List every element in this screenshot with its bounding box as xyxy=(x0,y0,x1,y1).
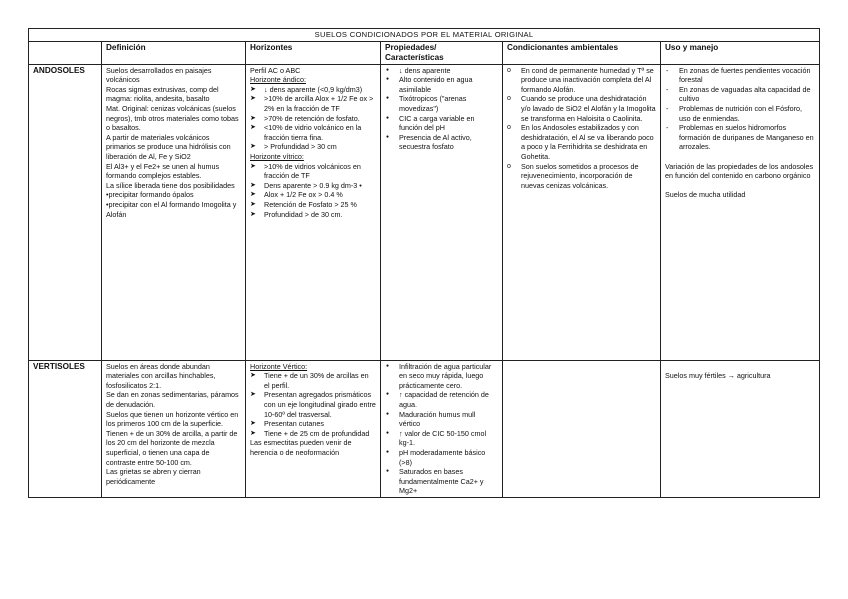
definicion-line: Suelos que tienen un horizonte vértico en los primeros 100 cm de la superficie. Tienen + de un 30% de arcilla, a partir de los 20 cm del horizonte de mezcla superficial, o tienen una capa de contraste entre 50-100 cm. xyxy=(106,409,239,467)
andosoles-propiedades xyxy=(381,64,503,360)
vertisoles-uso xyxy=(661,360,820,497)
list-item: ➤ Profundidad > de 30 cm. xyxy=(250,210,376,220)
list-item: - En zonas de fuertes pendientes vocación forestal xyxy=(665,66,815,85)
uso-variacion-text: Variación de las propiedades de los andosoles en función del contenido en carbono orgánico xyxy=(665,161,814,181)
uso-utilidad-text: Suelos de mucha utilidad xyxy=(665,190,746,200)
definicion-line: Suelos en áreas donde abundan materiales con arcillas hinchables, fosfosilicatos 2:1. xyxy=(106,361,216,390)
andico-list xyxy=(250,85,376,152)
soil-table xyxy=(28,28,820,498)
list-item: ● Maduración humus mull vértico xyxy=(385,410,498,429)
table-row-vertisoles xyxy=(29,360,820,497)
list-item: o En cond de permanente humedad y Tª se produce una inactivación completa del Al formando Alofán. xyxy=(507,66,656,95)
definicion-line: Se dan en zonas sedimentarias, páramos de denudación. xyxy=(106,390,239,409)
list-item: ➤ Presentan agregados prismáticos con un eje longitudinal girado entre 10-60º del trasversal. xyxy=(250,390,376,419)
list-item: ➤ Presentan cutanes xyxy=(250,419,376,429)
list-item: ● Tixótropicos ("arenas movedizas") xyxy=(385,94,498,113)
list-item: ➤ ↓ dens aparente (<0,9 kg/dm3) xyxy=(250,85,376,95)
list-item: - Problemas en suelos hidromorfos formación de duripanes de Manganeso en arrozales. xyxy=(665,123,815,152)
header-condicionantes: Condicionantes ambientales xyxy=(503,41,661,64)
perfil-text: Perfil AC o ABC xyxy=(250,65,301,75)
list-item: ➤ >10% de vidrios volcánicos en fracción de TF xyxy=(250,162,376,181)
list-item: ● ↓ dens aparente xyxy=(385,66,498,76)
definicion-line: El Al3+ y el Fe2+ se unen al humus formando complejos estables. xyxy=(106,161,220,181)
list-item: ● ↑ valor de CIC 50-150 cmol kg-1. xyxy=(385,429,498,448)
table-title: SUELOS CONDICIONADOS POR EL MATERIAL ORIGINAL xyxy=(29,29,820,42)
vertisoles-horizontes xyxy=(246,360,381,497)
uso-text: Suelos muy fértiles → agricultura xyxy=(665,371,771,381)
list-item: ➤ >70% de retención de fosfato. xyxy=(250,114,376,124)
andosoles-definicion xyxy=(102,64,246,360)
list-item: o Cuando se produce una deshidratación y/o lavado de SiO2 el Alofán y la Imogolita se transforma en Haloisita o Caolinita. xyxy=(507,94,656,123)
list-item: ● pH moderadamente básico (>8) xyxy=(385,448,498,467)
list-item: o En los Andosoles estabilizados y con deshidratación, el Al se va liberando poco a poco y la Ferrihidrita se deshidrata en Gohetita. xyxy=(507,123,656,161)
definicion-line: Suelos desarrollados en paisajes volcánicos xyxy=(106,65,212,85)
definicion-line: Rocas sigmas extrusivas, comp del magma: riolita, andesita, basalto xyxy=(106,84,219,104)
header-uso: Uso y manejo xyxy=(661,41,820,64)
list-item: - En zonas de vaguadas alta capacidad de cultivo xyxy=(665,85,815,104)
header-row xyxy=(29,41,820,64)
document-page xyxy=(28,28,819,498)
list-item: ● Alto contenido en agua asimilable xyxy=(385,75,498,94)
row-label-vertisoles: VERTISOLES xyxy=(29,360,102,497)
vitrico-list xyxy=(250,162,376,220)
list-item: o Son suelos sometidos a procesos de rejuvenecimiento, incorporación de nuevas cenizas volcánicas. xyxy=(507,162,656,191)
propiedades-list xyxy=(385,362,498,496)
header-horizontes: Horizontes xyxy=(246,41,381,64)
definicion-line: A partir de materiales volcánicos primarios se produce una hidrólisis con liberación de Al, Fe y SiO2 xyxy=(106,132,231,161)
esmectitas-text: Las esmectitas pueden venir de herencia o de neoformación xyxy=(250,438,352,457)
horizonte-vitrico-title: Horizonte vítrico: xyxy=(250,151,304,161)
vertisoles-condicionantes xyxy=(503,360,661,497)
list-item: ● Saturados en bases fundamentalmente Ca2+ y Mg2+ xyxy=(385,467,498,496)
list-item: ● Infiltración de agua particular en seco muy rápida, luego prácticamente cero. xyxy=(385,362,498,391)
andosoles-uso xyxy=(661,64,820,360)
list-item: - Problemas de nutrición con el Fósforo, uso de enmiendas. xyxy=(665,104,815,123)
definicion-line: Las grietas se abren y cierran periódicamente xyxy=(106,467,201,486)
table-row-andosoles xyxy=(29,64,820,360)
list-item: ➤ >10% de arcilla Alox + 1/2 Fe ox > 2% en la fracción de TF xyxy=(250,94,376,113)
list-item: ➤ Retención de Fosfato > 25 % xyxy=(250,200,376,210)
vertisoles-propiedades xyxy=(381,360,503,497)
list-item: ➤ Dens aparente > 0.9 kg dm-3 • xyxy=(250,181,376,191)
vertico-list xyxy=(250,371,376,438)
list-item: ➤ <10% de vidrio volcánico en la fracción tierra fina. xyxy=(250,123,376,142)
definicion-line: Mat. Original: cenizas volcánicas (suelos negros), tmb otros materiales como tobas o basaltos. xyxy=(106,103,239,133)
andosoles-horizontes xyxy=(246,64,381,360)
propiedades-list xyxy=(385,66,498,152)
row-label-andosoles: ANDOSOLES xyxy=(29,64,102,360)
andosoles-condicionantes xyxy=(503,64,661,360)
list-item: ● ↑ capacidad de retención de agua. xyxy=(385,390,498,409)
list-item: ➤ Tiene + de un 30% de arcillas en el perfil. xyxy=(250,371,376,390)
list-item: ➤ > Profundidad > 30 cm xyxy=(250,142,376,152)
header-propiedades: Propiedades/ Características xyxy=(381,41,503,64)
definicion-line: •precipitar con el Al formando Imogolita y Alofán xyxy=(106,199,237,219)
definicion-line: La sílice liberada tiene dos posibilidades •precipitar formando ópalos xyxy=(106,180,235,200)
list-item: ● Presencia de Al activo, secuestra fosfato xyxy=(385,133,498,152)
list-item: ➤ Alox + 1/2 Fe ox > 0.4 % xyxy=(250,190,376,200)
header-definicion: Definición xyxy=(102,41,246,64)
horizonte-andico-title: Horizonte ándico: xyxy=(250,75,306,85)
header-empty xyxy=(29,41,102,64)
uso-list xyxy=(665,66,815,152)
horizonte-vertico-title: Horizonte Vértico: xyxy=(250,361,308,371)
list-item: ● CIC a carga variable en función del pH xyxy=(385,114,498,133)
vertisoles-definicion xyxy=(102,360,246,497)
list-item: ➤ Tiene + de 25 cm de profundidad xyxy=(250,429,376,439)
condicionantes-list xyxy=(507,66,656,191)
